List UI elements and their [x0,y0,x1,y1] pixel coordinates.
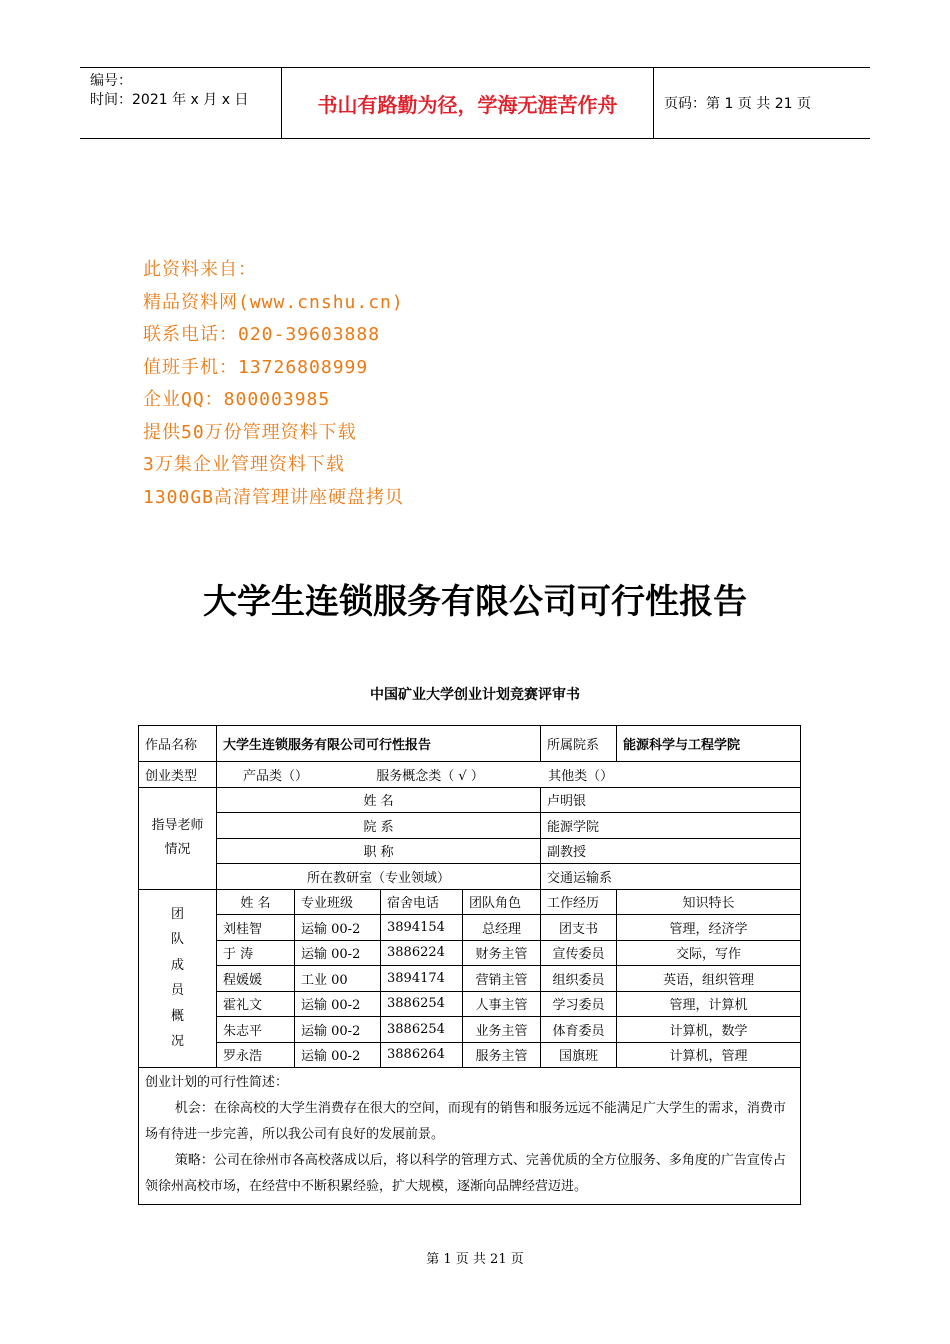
promo-line: 企业QQ：800003985 [143,389,331,410]
number-label: 编号： [90,73,132,89]
team-cell: 运输 00-2 [295,1042,381,1068]
team-header: 姓 名 [217,889,295,915]
team-row [139,940,801,966]
advisor-label-line: 指导老师 [151,818,204,833]
advisor-field-value: 能源学院 [541,813,801,839]
team-cell: 营销主管 [463,966,541,992]
promo-line: 值班手机：13726808999 [143,356,369,378]
team-row [139,966,801,992]
team-label-char: 概 [170,1008,184,1024]
team-cell: 刘桂智 [217,915,295,941]
team-row [139,1017,801,1043]
type-product: 产品类（） [243,768,309,784]
promo-line: 此资料来自： [143,259,257,280]
type-row [139,762,801,788]
team-cell: 学习委员 [541,991,617,1017]
team-cell: 计算机，管理 [617,1042,801,1068]
team-row [139,1042,801,1068]
team-header: 专业班级 [295,889,381,915]
promo-line: 联系电话：020-39603888 [143,324,381,345]
team-cell: 业务主管 [463,1017,541,1043]
strategy-paragraph: 策略：公司在徐州市各高校落成以后，将以科学的管理方式、完善优质的全方位服务、多角度的广告宣传占领徐州高校市场，在经营中不断积累经验，扩大规模，逐渐向品牌经营迈进。 [145,1153,786,1194]
team-label-char: 员 [170,983,184,999]
opportunity-paragraph: 机会：在徐高校的大学生消费存在很大的空间，而现有的销售和服务远远不能满足广大学生的需求，消费市场有待进一步完善，所以我公司有良好的发展前景。 [145,1101,786,1142]
page-footer: 第 1 页 共 21 页 [426,1252,524,1267]
team-cell: 组织委员 [541,966,617,992]
team-cell: 运输 00-2 [295,1017,381,1043]
type-other: 其他类（） [548,768,614,784]
team-cell: 3886254 [381,991,463,1017]
promo-line: 1300GB高清管理讲座硬盘拷贝 [143,486,405,508]
team-row [139,991,801,1017]
page-info: 页码：第 1 页 共 21 页 [664,96,811,112]
work-name-label: 作品名称 [139,726,217,762]
document-title: 大学生连锁服务有限公司可行性报告 [203,582,747,622]
team-cell: 体育委员 [541,1017,617,1043]
team-cell: 3894174 [381,966,463,992]
type-service: 服务概念类（ √ ） [376,768,484,784]
advisor-field-label: 院 系 [217,813,541,839]
promo-line: 提供50万份管理资料下载 [143,421,357,443]
team-cell: 运输 00-2 [295,991,381,1017]
type-options [217,762,801,788]
advisor-row [139,787,801,813]
team-cell: 朱志平 [217,1017,295,1043]
type-label: 创业类型 [139,762,217,788]
team-cell: 人事主管 [463,991,541,1017]
team-label [139,889,217,1068]
team-cell: 3886254 [381,1017,463,1043]
advisor-row [139,838,801,864]
team-cell: 管理，计算机 [617,991,801,1017]
advisor-field-value: 卢明银 [541,787,801,813]
team-label-char: 况 [170,1034,184,1050]
advisor-field-value: 交通运输系 [541,864,801,890]
team-cell: 计算机，数学 [617,1017,801,1043]
time-label: 时间：2021 年 x 月 x 日 [90,92,249,108]
team-cell: 3886264 [381,1042,463,1068]
review-form-table [138,725,801,1205]
team-header: 知识特长 [617,889,801,915]
team-label-char: 队 [170,932,184,948]
team-cell: 3886224 [381,940,463,966]
college-value: 能源科学与工程学院 [617,726,801,762]
team-cell: 总经理 [463,915,541,941]
work-name-row [139,726,801,762]
advisor-field-label: 职 称 [217,838,541,864]
work-name-value: 大学生连锁服务有限公司可行性报告 [217,726,541,762]
team-label-char: 团 [170,906,184,922]
advisor-label [139,787,217,889]
team-header: 宿舍电话 [381,889,463,915]
team-cell: 财务主管 [463,940,541,966]
team-cell: 程媛媛 [217,966,295,992]
advisor-row [139,813,801,839]
team-cell: 宣传委员 [541,940,617,966]
promo-block [143,254,404,514]
advisor-field-label: 姓 名 [217,787,541,813]
team-cell: 工业 00 [295,966,381,992]
document-subtitle: 中国矿业大学创业计划竞赛评审书 [370,687,580,703]
advisor-field-value: 副教授 [541,838,801,864]
team-cell: 国旗班 [541,1042,617,1068]
feasibility-label: 创业计划的可行性简述： [145,1075,289,1090]
team-cell: 3894154 [381,915,463,941]
team-cell: 英语，组织管理 [617,966,801,992]
team-header-row [139,889,801,915]
team-cell: 霍礼文 [217,991,295,1017]
team-cell: 团支书 [541,915,617,941]
team-cell: 运输 00-2 [295,915,381,941]
team-header: 团队角色 [463,889,541,915]
promo-line: 3万集企业管理资料下载 [143,454,345,475]
team-row [139,915,801,941]
team-cell: 交际，写作 [617,940,801,966]
team-cell: 管理，经济学 [617,915,801,941]
motto: 书山有路勤为径，学海无涯苦作舟 [282,68,654,138]
team-cell: 于 涛 [217,940,295,966]
team-cell: 罗永浩 [217,1042,295,1068]
advisor-row [139,864,801,890]
feasibility-cell [139,1068,801,1205]
promo-line: 精品资料网(www.cnshu.cn) [143,291,404,313]
college-label: 所属院系 [541,726,617,762]
team-header: 工作经历 [541,889,617,915]
advisor-field-label: 所在教研室（专业领域） [217,864,541,890]
header-meta-cell [80,68,282,138]
advisor-label-line: 情况 [164,842,191,857]
team-cell: 运输 00-2 [295,940,381,966]
team-label-char: 成 [170,957,184,973]
feasibility-row [139,1068,801,1205]
header-table [80,67,870,139]
team-cell: 服务主管 [463,1042,541,1068]
